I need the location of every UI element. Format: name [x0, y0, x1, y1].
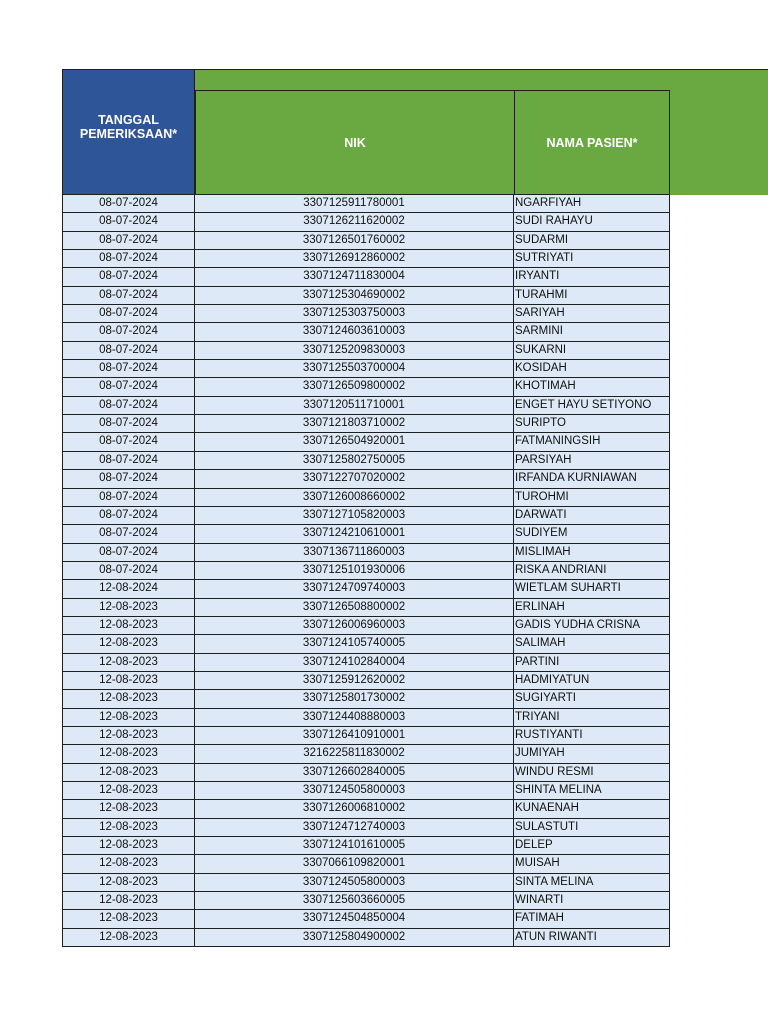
table-row	[62, 470, 670, 488]
cell-nama-pasien[interactable]: TUROHMI	[514, 489, 670, 507]
column-header-nik-label: NIK	[344, 135, 366, 150]
cell-nik[interactable]: 3307126504920001	[195, 433, 514, 451]
table-row	[62, 250, 670, 268]
cell-nama-pasien[interactable]: DARWATI	[514, 507, 670, 525]
cell-nama-pasien[interactable]: SUTRIYATI	[514, 250, 670, 268]
table-row	[62, 268, 670, 286]
cell-tanggal[interactable]: 12-08-2023	[62, 764, 195, 782]
cell-tanggal[interactable]: 08-07-2024	[62, 195, 195, 213]
cell-nik[interactable]: 3307125101930006	[195, 562, 514, 580]
cell-nik[interactable]: 3307126508800002	[195, 599, 514, 617]
cell-tanggal[interactable]: 08-07-2024	[62, 470, 195, 488]
table-row	[62, 397, 670, 415]
cell-tanggal[interactable]: 08-07-2024	[62, 305, 195, 323]
cell-nama-pasien[interactable]: SALIMAH	[514, 635, 670, 653]
cell-nik[interactable]: 3216225811830002	[195, 745, 514, 763]
cell-nik[interactable]: 3307126509800002	[195, 378, 514, 396]
cell-tanggal[interactable]: 12-08-2023	[62, 727, 195, 745]
cell-nik[interactable]: 3307066109820001	[195, 855, 514, 873]
cell-nik[interactable]: 3307124504850004	[195, 910, 514, 928]
cell-nik[interactable]: 3307126501760002	[195, 232, 514, 250]
cell-tanggal[interactable]: 08-07-2024	[62, 452, 195, 470]
cell-nama-pasien[interactable]: MUISAH	[514, 855, 670, 873]
table-row	[62, 232, 670, 250]
table-row	[62, 929, 670, 947]
cell-tanggal[interactable]: 12-08-2023	[62, 672, 195, 690]
table-row	[62, 874, 670, 892]
cell-tanggal[interactable]: 08-07-2024	[62, 415, 195, 433]
cell-tanggal[interactable]: 08-07-2024	[62, 433, 195, 451]
table-row	[62, 764, 670, 782]
cell-nama-pasien[interactable]: NGARFIYAH	[514, 195, 670, 213]
cell-tanggal[interactable]: 12-08-2023	[62, 874, 195, 892]
cell-nama-pasien[interactable]: DELEP	[514, 837, 670, 855]
cell-tanggal[interactable]: 08-07-2024	[62, 507, 195, 525]
cell-nama-pasien[interactable]: ERLINAH	[514, 599, 670, 617]
cell-nik[interactable]: 3307124101610005	[195, 837, 514, 855]
cell-nik[interactable]: 3307126912860002	[195, 250, 514, 268]
cell-nik[interactable]: 3307124102840004	[195, 654, 514, 672]
table-row	[62, 837, 670, 855]
table-row	[62, 892, 670, 910]
cell-nik[interactable]: 3307124210610001	[195, 525, 514, 543]
table-row	[62, 690, 670, 708]
table-row	[62, 654, 670, 672]
table-row	[62, 507, 670, 525]
table-row	[62, 599, 670, 617]
cell-tanggal[interactable]: 08-07-2024	[62, 232, 195, 250]
cell-nama-pasien[interactable]: KOSIDAH	[514, 360, 670, 378]
cell-tanggal[interactable]: 12-08-2023	[62, 910, 195, 928]
table-row	[62, 819, 670, 837]
cell-tanggal[interactable]: 08-07-2024	[62, 544, 195, 562]
cell-nik[interactable]: 3307124505800003	[195, 782, 514, 800]
table-row	[62, 415, 670, 433]
table-row	[62, 562, 670, 580]
cell-nik[interactable]: 3307127105820003	[195, 507, 514, 525]
table-row	[62, 452, 670, 470]
cell-nama-pasien[interactable]: WINDU RESMI	[514, 764, 670, 782]
cell-tanggal[interactable]: 08-07-2024	[62, 250, 195, 268]
cell-nama-pasien[interactable]: RISKA ANDRIANI	[514, 562, 670, 580]
table-row	[62, 287, 670, 305]
patient-table-body	[62, 195, 670, 947]
table-row	[62, 525, 670, 543]
cell-nama-pasien[interactable]: SHINTA MELINA	[514, 782, 670, 800]
cell-nama-pasien[interactable]: TRIYANI	[514, 709, 670, 727]
cell-nama-pasien[interactable]: PARTINI	[514, 654, 670, 672]
cell-tanggal[interactable]: 12-08-2023	[62, 929, 195, 947]
cell-tanggal[interactable]: 12-08-2023	[62, 690, 195, 708]
cell-tanggal[interactable]: 08-07-2024	[62, 489, 195, 507]
table-row	[62, 544, 670, 562]
cell-tanggal[interactable]: 12-08-2023	[62, 819, 195, 837]
cell-nama-pasien[interactable]: TURAHMI	[514, 287, 670, 305]
cell-nama-pasien[interactable]: SUDI RAHAYU	[514, 213, 670, 231]
table-row	[62, 709, 670, 727]
cell-nama-pasien[interactable]: SURIPTO	[514, 415, 670, 433]
cell-nik[interactable]: 3307126008660002	[195, 489, 514, 507]
table-row	[62, 617, 670, 635]
cell-nama-pasien[interactable]: MISLIMAH	[514, 544, 670, 562]
cell-nama-pasien[interactable]: JUMIYAH	[514, 745, 670, 763]
cell-tanggal[interactable]: 08-07-2024	[62, 213, 195, 231]
table-row	[62, 910, 670, 928]
cell-nama-pasien[interactable]: GADIS YUDHA CRISNA	[514, 617, 670, 635]
table-row	[62, 855, 670, 873]
table-row	[62, 360, 670, 378]
cell-tanggal[interactable]: 12-08-2023	[62, 654, 195, 672]
table-row	[62, 433, 670, 451]
cell-tanggal[interactable]: 12-08-2023	[62, 837, 195, 855]
cell-nama-pasien[interactable]: FATIMAH	[514, 910, 670, 928]
table-row	[62, 305, 670, 323]
cell-nik[interactable]: 3307125603660005	[195, 892, 514, 910]
table-row	[62, 378, 670, 396]
table-row	[62, 782, 670, 800]
cell-tanggal[interactable]: 08-07-2024	[62, 360, 195, 378]
cell-nama-pasien[interactable]: HADMIYATUN	[514, 672, 670, 690]
cell-nama-pasien[interactable]: ENGET HAYU SETIYONO	[514, 397, 670, 415]
cell-nik[interactable]: 3307124711830004	[195, 268, 514, 286]
cell-nik[interactable]: 3307125802750005	[195, 452, 514, 470]
column-header-tanggal-line1: TANGGAL	[98, 113, 159, 127]
cell-nama-pasien[interactable]: SINTA MELINA	[514, 874, 670, 892]
cell-nama-pasien[interactable]: SARIYAH	[514, 305, 670, 323]
table-row	[62, 800, 670, 818]
table-row	[62, 342, 670, 360]
cell-tanggal[interactable]: 12-08-2023	[62, 892, 195, 910]
header-green-band	[195, 69, 768, 90]
cell-tanggal[interactable]: 08-07-2024	[62, 525, 195, 543]
cell-nik[interactable]: 3307125303750003	[195, 305, 514, 323]
cell-tanggal[interactable]: 12-08-2023	[62, 745, 195, 763]
table-row	[62, 635, 670, 653]
cell-nama-pasien[interactable]: SUDARMI	[514, 232, 670, 250]
cell-tanggal[interactable]: 12-08-2023	[62, 855, 195, 873]
cell-nama-pasien[interactable]: WIETLAM SUHARTI	[514, 580, 670, 598]
cell-tanggal[interactable]: 12-08-2023	[62, 782, 195, 800]
cell-nik[interactable]: 3307125304690002	[195, 287, 514, 305]
cell-tanggal[interactable]: 08-07-2024	[62, 378, 195, 396]
cell-nik[interactable]: 3307136711860003	[195, 544, 514, 562]
table-row	[62, 580, 670, 598]
cell-nama-pasien[interactable]: SUDIYEM	[514, 525, 670, 543]
cell-nik[interactable]: 3307120511710001	[195, 397, 514, 415]
cell-nama-pasien[interactable]: PARSIYAH	[514, 452, 670, 470]
table-row	[62, 727, 670, 745]
cell-tanggal[interactable]: 08-07-2024	[62, 287, 195, 305]
table-row	[62, 195, 670, 213]
cell-nik[interactable]: 3307125911780001	[195, 195, 514, 213]
column-header-tanggal-line2: PEMERIKSAAN*	[79, 127, 178, 141]
cell-tanggal[interactable]: 12-08-2023	[62, 635, 195, 653]
cell-nik[interactable]: 3307124603610003	[195, 323, 514, 341]
cell-nik[interactable]: 3307126006960003	[195, 617, 514, 635]
cell-tanggal[interactable]: 12-08-2023	[62, 617, 195, 635]
cell-nik[interactable]: 3307124712740003	[195, 819, 514, 837]
cell-nik[interactable]: 3307125912620002	[195, 672, 514, 690]
cell-nama-pasien[interactable]: ATUN RIWANTI	[514, 929, 670, 947]
cell-nama-pasien[interactable]: WINARTI	[514, 892, 670, 910]
cell-nik[interactable]: 3307125804900002	[195, 929, 514, 947]
cell-tanggal[interactable]: 12-08-2023	[62, 709, 195, 727]
cell-nama-pasien[interactable]: FATMANINGSIH	[514, 433, 670, 451]
cell-tanggal[interactable]: 08-07-2024	[62, 397, 195, 415]
cell-nama-pasien[interactable]: SULASTUTI	[514, 819, 670, 837]
cell-tanggal[interactable]: 08-07-2024	[62, 323, 195, 341]
cell-nama-pasien[interactable]: IRFANDA KURNIAWAN	[514, 470, 670, 488]
cell-nik[interactable]: 3307124709740003	[195, 580, 514, 598]
cell-nama-pasien[interactable]: SUKARNI	[514, 342, 670, 360]
cell-nik[interactable]: 3307124105740005	[195, 635, 514, 653]
table-row	[62, 323, 670, 341]
cell-tanggal[interactable]: 08-07-2024	[62, 562, 195, 580]
cell-tanggal[interactable]: 12-08-2023	[62, 800, 195, 818]
column-header-nama-label: NAMA PASIEN*	[546, 135, 638, 150]
column-header-nama-pasien[interactable]	[514, 90, 670, 195]
cell-nama-pasien[interactable]: RUSTIYANTI	[514, 727, 670, 745]
cell-tanggal[interactable]: 12-08-2024	[62, 580, 195, 598]
cell-nik[interactable]: 3307125801730002	[195, 690, 514, 708]
cell-nik[interactable]: 3307126410910001	[195, 727, 514, 745]
cell-nik[interactable]: 3307126006810002	[195, 800, 514, 818]
table-row	[62, 745, 670, 763]
column-header-tanggal[interactable]	[62, 69, 195, 195]
column-header-nik[interactable]	[195, 90, 515, 195]
cell-nik[interactable]: 3307125503700004	[195, 360, 514, 378]
cell-nik[interactable]: 3307124505800003	[195, 874, 514, 892]
cell-nik[interactable]: 3307126602840005	[195, 764, 514, 782]
cell-nik[interactable]: 3307122707020002	[195, 470, 514, 488]
table-row	[62, 489, 670, 507]
table-row	[62, 213, 670, 231]
cell-nik[interactable]: 3307125209830003	[195, 342, 514, 360]
cell-tanggal[interactable]: 12-08-2023	[62, 599, 195, 617]
cell-nama-pasien[interactable]: SUGIYARTI	[514, 690, 670, 708]
table-row	[62, 672, 670, 690]
cell-nama-pasien[interactable]: SARMINI	[514, 323, 670, 341]
cell-tanggal[interactable]: 08-07-2024	[62, 342, 195, 360]
cell-nama-pasien[interactable]: IRYANTI	[514, 268, 670, 286]
cell-nama-pasien[interactable]: KHOTIMAH	[514, 378, 670, 396]
cell-tanggal[interactable]: 08-07-2024	[62, 268, 195, 286]
cell-nik[interactable]: 3307126211620002	[195, 213, 514, 231]
cell-nik[interactable]: 3307121803710002	[195, 415, 514, 433]
cell-nama-pasien[interactable]: KUNAENAH	[514, 800, 670, 818]
cell-nik[interactable]: 3307124408880003	[195, 709, 514, 727]
